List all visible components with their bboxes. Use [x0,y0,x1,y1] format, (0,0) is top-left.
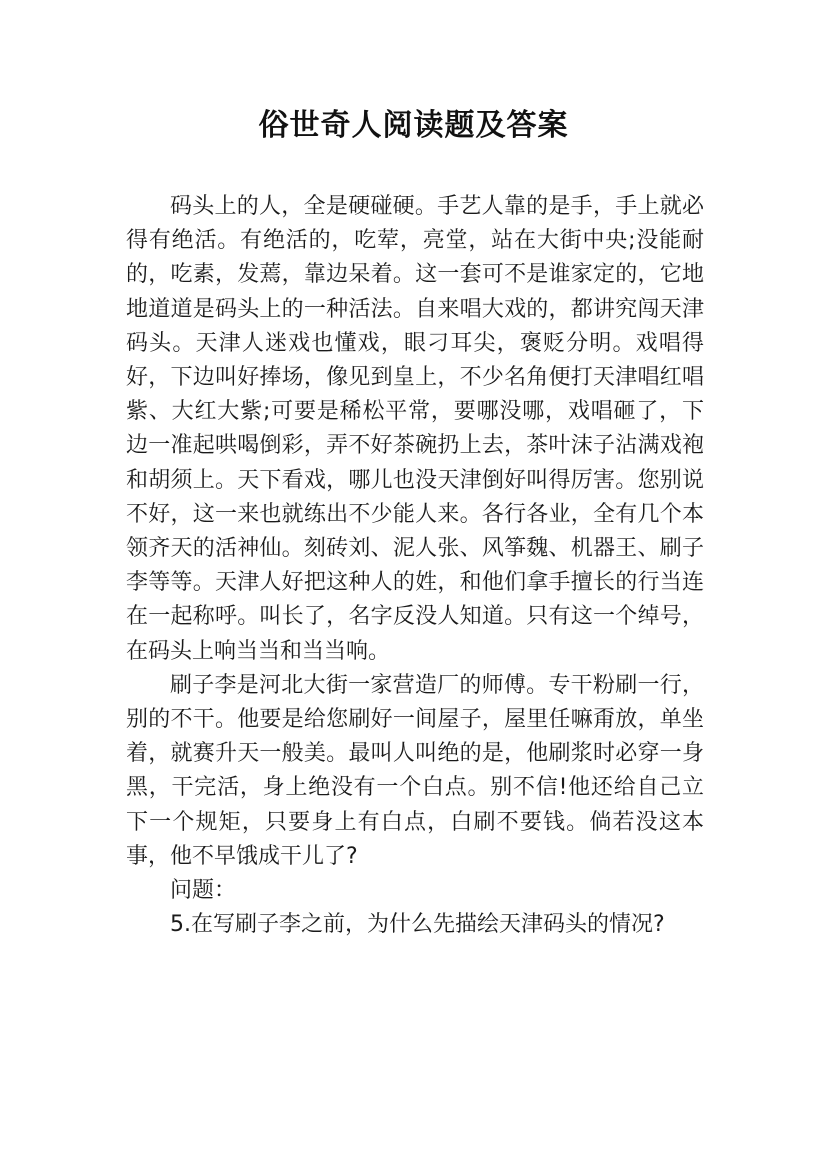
question-5: 5.在写刷子李之前，为什么先描绘天津码头的情况? [170,912,665,938]
document-title: 俗世奇人阅读题及答案 [258,108,569,143]
document-body [126,190,704,942]
paragraph-1: 码头上的人，全是硬碰硬。手艺人靠的是手，手上就必得有绝活。有绝活的，吃荤，亮堂，站在大街中央;没能耐的，吃素，发蔫，靠边呆着。这一套可不是谁家定的，它地地道道是码头上的一种活法。自来唱大戏的，都讲究闯天津码头。天津人迷戏也懂戏，眼刁耳尖，褒贬分明。戏唱得好，下边叫好捧场，像见到皇上，不少名角便打天津唱红唱紫、大红大紫;可要是稀松平常，要哪没哪，戏唱砸了，下边一准起哄喝倒彩，弄不好茶碗扔上去，茶叶沫子沾满戏袍和胡须上。天下看戏，哪儿也没天津倒好叫得厉害。您别说不好，这一来也就练出不少能人来。各行各业，全有几个本领齐天的活神仙。刻砖刘、泥人张、风筝魏、机器王、刷子李等等。天津人好把这种人的姓，和他们拿手擅长的行当连在一起称呼。叫长了，名字反没人知道。只有这一个绰号，在码头上响当当和当当响。 [126,194,704,664]
paragraph-2: 刷子李是河北大街一家营造厂的师傅。专干粉刷一行，别的不干。他要是给您刷好一间屋子，屋里任嘛甭放，单坐着，就赛升天一般美。最叫人叫绝的是，他刷浆时必穿一身黑，干完活，身上绝没有一个白点。别不信!他还给自己立下一个规矩，只要身上有白点，白刷不要钱。倘若没这本事，他不早饿成干儿了? [126,672,704,869]
question-label: 问题： [170,878,237,904]
